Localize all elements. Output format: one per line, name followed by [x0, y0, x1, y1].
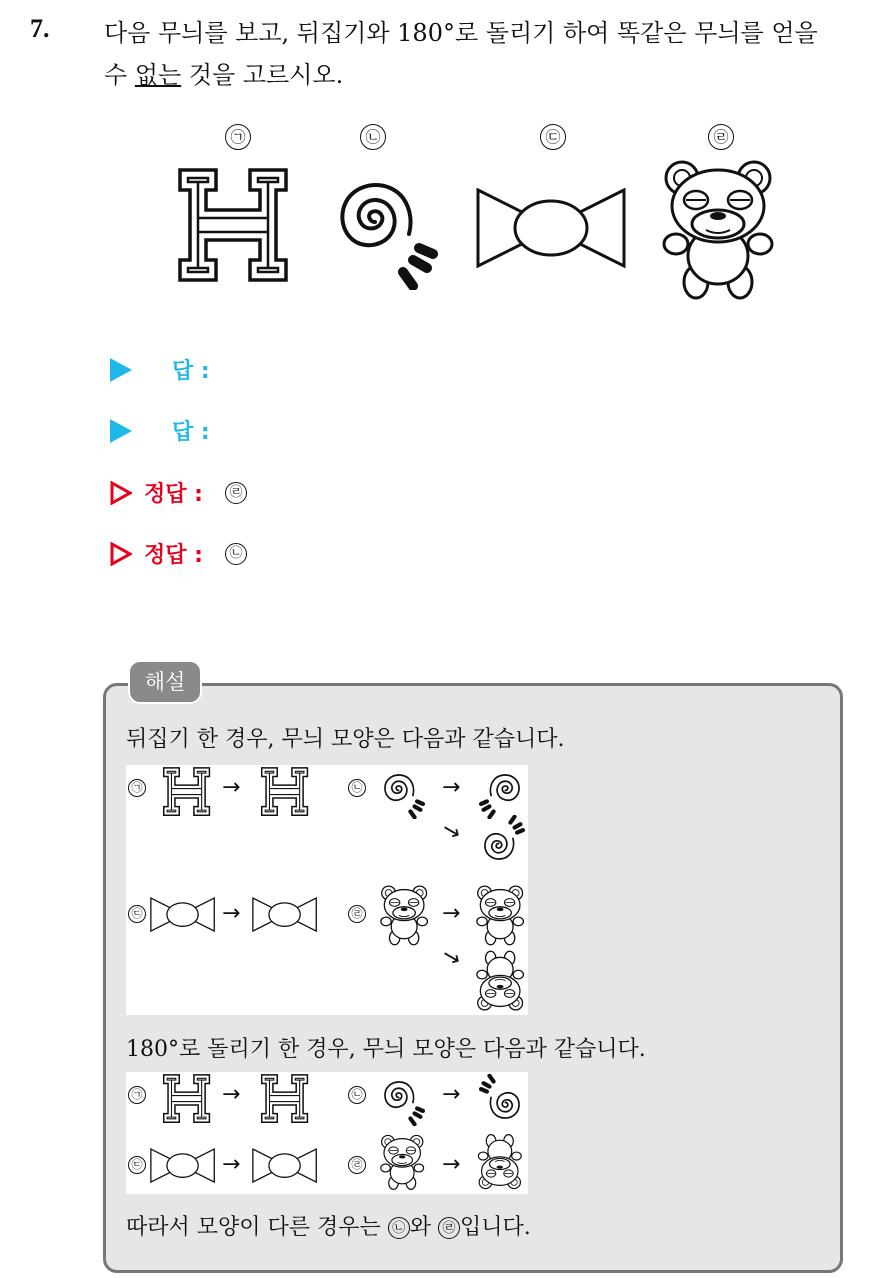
correct-answer-value: ㉡ — [225, 543, 247, 565]
figure-label-c: ㉢ — [540, 124, 566, 150]
play-icon — [110, 358, 132, 382]
panel-label: ㉠ — [128, 1086, 146, 1104]
spiral-shape-flipped — [478, 767, 526, 819]
bear-shape-small — [380, 1132, 426, 1192]
panel-label: ㉡ — [348, 1086, 366, 1104]
rotate-result-panel — [126, 1072, 528, 1194]
answer-label: 답 : — [172, 420, 210, 445]
spiral-shape-rotated — [478, 1074, 526, 1126]
arrow-icon: → — [436, 942, 466, 973]
question-number: 7. — [30, 14, 50, 43]
bear-shape-small — [380, 883, 430, 947]
bear-shape-upside-down — [476, 949, 526, 1013]
question-line-1: 다음 무늬를 보고, 뒤집기와 180°로 돌리기 하여 똑같은 무늬를 얻을 — [104, 19, 818, 47]
circled-label-d: ㉣ — [438, 1217, 460, 1239]
arrow-icon: → — [222, 901, 241, 926]
panel-label: ㉠ — [128, 779, 146, 797]
figure-label-a: ㉠ — [225, 124, 251, 150]
arrow-icon: → — [222, 1152, 241, 1177]
arrow-icon: → — [442, 775, 461, 800]
explanation-line-2: 180°로 돌리기 한 경우, 무늬 모양은 다음과 같습니다. — [126, 1037, 646, 1062]
arrow-icon: → — [442, 901, 461, 926]
bear-shape-rotated — [476, 1132, 522, 1192]
panel-label: ㉡ — [348, 779, 366, 797]
correct-answer-row-1 — [110, 477, 247, 508]
candy-shape-small — [252, 1148, 318, 1184]
figure-label-b: ㉡ — [360, 124, 386, 150]
candy-shape-small — [150, 1148, 216, 1184]
candy-shape-small — [150, 897, 216, 933]
panel-label: ㉣ — [348, 905, 366, 923]
play-icon — [110, 419, 132, 443]
spiral-shape-figure — [327, 166, 439, 290]
h-shape-small — [162, 767, 212, 817]
candy-shape-figure — [476, 188, 628, 270]
explanation-line-3: 따라서 모양이 다른 경우는 ㉡ 와 ㉣ 입니다. — [126, 1215, 531, 1240]
spiral-shape-small — [378, 1074, 426, 1126]
outline-play-icon — [110, 542, 132, 566]
bear-shape-small — [476, 883, 526, 947]
circled-label-b: ㉡ — [388, 1217, 410, 1239]
arrow-icon: → — [222, 1082, 241, 1107]
arrow-icon: → — [442, 1082, 461, 1107]
question-text — [104, 12, 874, 96]
bear-shape-figure — [662, 156, 778, 302]
panel-label: ㉣ — [348, 1156, 366, 1174]
candy-shape-small — [252, 897, 318, 933]
spiral-shape-flipped-vertical — [478, 815, 526, 867]
arrow-icon: → — [442, 1152, 461, 1177]
outline-play-icon — [110, 481, 132, 505]
correct-answer-value: ㉣ — [225, 482, 247, 504]
h-shape-small — [162, 1074, 212, 1124]
arrow-icon: → — [436, 816, 466, 847]
correct-answer-label: 정답 : — [144, 482, 203, 507]
arrow-icon: → — [222, 775, 241, 800]
answer-row-1 — [110, 354, 210, 385]
panel-label: ㉢ — [128, 905, 146, 923]
answer-row-2 — [110, 415, 210, 446]
figure-label-d: ㉣ — [708, 124, 734, 150]
h-shape-figure — [178, 168, 290, 284]
answer-label: 답 : — [172, 359, 210, 384]
correct-answer-row-2 — [110, 538, 247, 569]
spiral-shape-small — [378, 767, 426, 819]
flip-result-panel — [126, 765, 528, 1015]
panel-label: ㉢ — [128, 1156, 146, 1174]
underlined-word: 없는 — [134, 61, 182, 89]
correct-answer-label: 정답 : — [144, 543, 203, 568]
h-shape-small — [260, 1074, 310, 1124]
explanation-line-1: 뒤집기 한 경우, 무늬 모양은 다음과 같습니다. — [126, 727, 565, 752]
explanation-tag: 해설 — [128, 660, 202, 704]
h-shape-small — [260, 767, 310, 817]
question-line-2: 수 없는 것을 고르시오. — [104, 61, 344, 89]
